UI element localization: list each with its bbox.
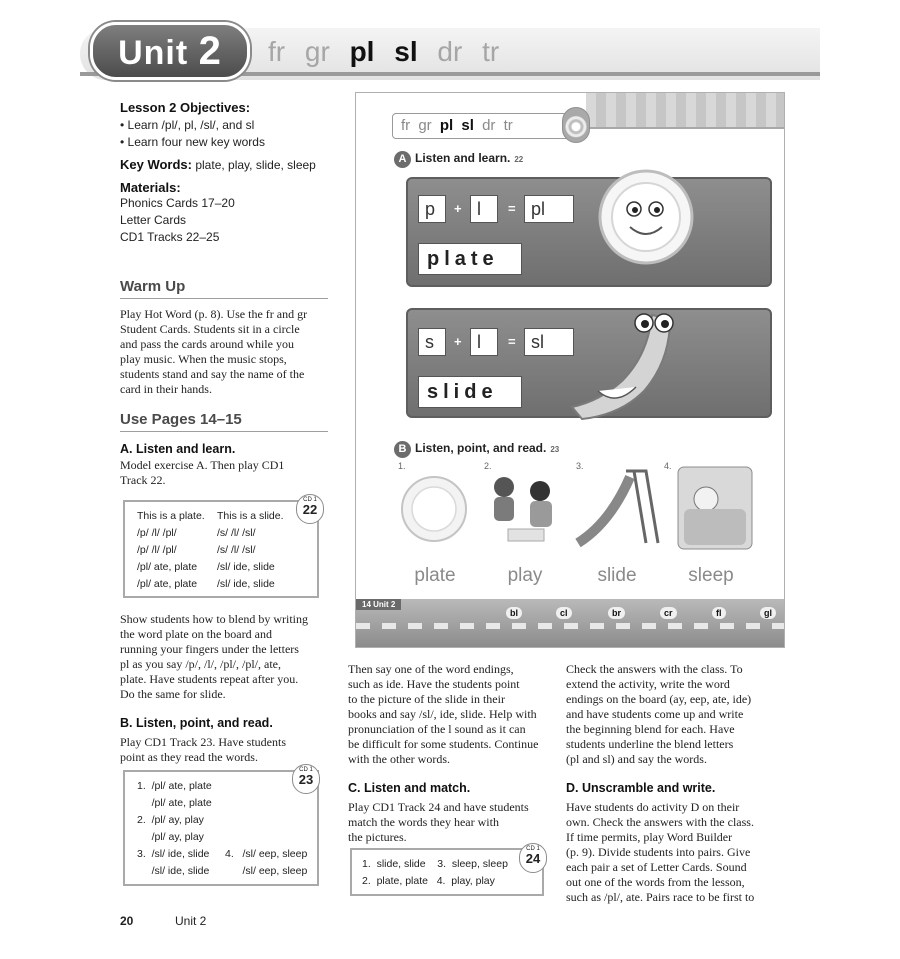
- cd-label: CD 1: [299, 767, 313, 773]
- body-line: (pl and sl) and say the words.: [566, 752, 707, 766]
- instruction-line: Show students how to blend by writing: [120, 612, 308, 626]
- picture-word: slide: [597, 565, 637, 586]
- equals-sign: =: [508, 201, 516, 216]
- picture-number: 2.: [484, 461, 492, 471]
- instruction-line: running your fingers under the letters: [120, 642, 299, 656]
- body-line: If time permits, play Word Builder: [566, 830, 733, 844]
- key-words-line: [120, 156, 328, 174]
- body-line: the beginning blend for each. Have: [566, 722, 735, 736]
- listen-learn-line: Track 22.: [120, 473, 166, 487]
- body-line: be difficult for some students. Continue: [348, 737, 539, 751]
- picture-number: 3.: [576, 461, 584, 471]
- warm-up-line: card in their hands.: [120, 382, 212, 396]
- body-line: and have students come up and write: [566, 707, 744, 721]
- track-line: /sl/ ide, slide: [217, 561, 275, 573]
- footer-unit-label: Unit 2: [175, 914, 207, 928]
- blend-gr: gr: [418, 117, 432, 134]
- body-line: Have students do activity D on their: [566, 800, 740, 814]
- section-title: Listen, point, and read.: [415, 441, 547, 455]
- key-words: plate, play, slide, sleep: [195, 158, 316, 172]
- road-blend: fl: [712, 607, 726, 619]
- body-line: students underline the blend letters: [566, 737, 734, 751]
- blend-sl: sl: [394, 36, 418, 67]
- track-line: 1. /pl/ ate, plate: [137, 780, 212, 792]
- track-line: /pl/ ate, plate: [137, 561, 198, 573]
- body-line: Play CD1 Track 24 and have students: [348, 800, 529, 814]
- track-line: 1. slide, slide 3. sleep, sleep: [362, 858, 508, 870]
- blend-sl: sl: [461, 117, 474, 134]
- track-number: 23: [298, 772, 314, 787]
- road-blend: gl: [760, 607, 776, 619]
- track-line: 2. /pl/ ay, play: [137, 814, 204, 826]
- section-letter: B: [394, 441, 411, 458]
- track-number: 22: [302, 502, 318, 517]
- book-page-tag: 14 Unit 2: [356, 599, 401, 610]
- track-line: 4. /sl/ eep, sleep: [225, 848, 308, 860]
- track-number: 23: [550, 445, 560, 454]
- objective-item: • Learn /pl/, pl, /sl/, and sl: [120, 118, 255, 132]
- children-playing-picture: [480, 469, 570, 549]
- page-number: 20: [120, 914, 134, 928]
- sleeping-boy-picture: [672, 463, 758, 553]
- body-line: Check the answers with the class. To: [566, 662, 743, 676]
- track-line: 2. plate, plate 4. play, play: [362, 875, 495, 887]
- instruction-line: the word plate on the board and: [120, 627, 272, 641]
- warm-up-line: Student Cards. Students sit in a circle: [120, 322, 300, 336]
- road-stripes: [356, 623, 785, 629]
- listen-match-heading: C. Listen and match.: [348, 781, 471, 795]
- cd-label: CD 1: [303, 497, 317, 503]
- track-line: This is a plate.: [137, 510, 205, 522]
- warm-up-line: and pass the cards around while you: [120, 337, 294, 351]
- blend-dr: dr: [482, 117, 496, 134]
- scroll-roll-icon: [562, 107, 590, 143]
- road-blend: cl: [556, 607, 572, 619]
- body-line: the pictures.: [348, 830, 407, 844]
- smiling-slide-icon: [552, 295, 692, 425]
- body-line: with the other words.: [348, 752, 450, 766]
- unit-badge: [90, 22, 250, 80]
- unit-word: Unit: [118, 34, 189, 72]
- warm-up-line: students stand and say the name of the: [120, 367, 305, 381]
- track-line: /p/ /l/ /pl/: [137, 527, 177, 539]
- track-line: /pl/ ate, plate: [137, 797, 212, 809]
- body-line: match the words they hear with: [348, 815, 499, 829]
- track-line: /s/ /l/ /sl/: [217, 527, 256, 539]
- track-number: 22: [514, 155, 524, 164]
- section-letter: A: [394, 151, 411, 168]
- picture-number: 4.: [664, 461, 672, 471]
- blend-pl: pl: [439, 117, 454, 134]
- road-blend: cr: [660, 607, 677, 619]
- key-words-label: Key Words:: [120, 157, 192, 172]
- body-line: out one of the words from the lesson,: [566, 875, 745, 889]
- right-column: [566, 662, 780, 905]
- equals-sign: =: [508, 334, 516, 349]
- unit-number: 2: [198, 29, 222, 73]
- book-blends-banner: [392, 113, 588, 139]
- warm-up-section: [120, 278, 328, 397]
- body-line: such as ide. Have the students point: [348, 677, 520, 691]
- body-line: own. Check the answers with the class.: [566, 815, 754, 829]
- body-line: each pair a set of Letter Cards. Sound: [566, 860, 747, 874]
- picture-word: play: [507, 565, 543, 586]
- body-line: (p. 9). Divide students into pairs. Give: [566, 845, 751, 859]
- instruction-line: plate. Have students repeat after you.: [120, 672, 299, 686]
- track-23-box: [123, 770, 319, 886]
- word-tile-slide: slide: [418, 376, 522, 408]
- listen-point-read-line: point as they read the words.: [120, 750, 258, 764]
- blend-pl: pl: [349, 36, 375, 67]
- blend-gr: gr: [304, 36, 330, 67]
- section-title: Listen and learn.: [415, 151, 511, 165]
- use-pages-heading: Use Pages 14–15: [120, 411, 328, 432]
- slide-picture: [574, 463, 664, 553]
- plate-blend-panel: [406, 177, 772, 287]
- track-line: /p/ /l/ /pl/: [137, 544, 177, 556]
- instruction-line: Do the same for slide.: [120, 687, 226, 701]
- section-b-title: [394, 441, 559, 458]
- blend-fr: fr: [401, 117, 411, 134]
- body-line: pronunciation of the l sound as it can: [348, 722, 526, 736]
- warm-up-heading: Warm Up: [120, 278, 328, 299]
- listen-point-read-line: Play CD1 Track 23. Have students: [120, 735, 286, 749]
- objective-item: • Learn four new key words: [120, 135, 265, 149]
- body-line: books and say /sl/, ide, slide. Help with: [348, 707, 537, 721]
- student-book-page: [355, 92, 785, 648]
- blend-fr: fr: [268, 36, 286, 67]
- blends-header: [268, 36, 511, 68]
- blend-tile: pl: [524, 195, 574, 223]
- middle-column: [348, 662, 554, 845]
- track-line: /sl/ ide, slide: [137, 865, 210, 877]
- cd-track-badge: [519, 843, 547, 873]
- track-line: This is a slide.: [217, 510, 284, 522]
- track-line: /pl/ ay, play: [137, 831, 204, 843]
- blend-instructions: [120, 612, 328, 765]
- picture-number: 1.: [398, 461, 406, 471]
- track-line: /pl/ ate, plate: [137, 578, 198, 590]
- material-item: CD1 Tracks 22–25: [120, 230, 220, 244]
- letter-tile: l: [470, 195, 498, 223]
- objectives-title: Lesson 2 Objectives:: [120, 100, 251, 115]
- section-a-title: [394, 151, 523, 168]
- instruction-line: pl as you say /p/, /l/, /pl/, /pl/, ate,: [120, 657, 281, 671]
- warm-up-line: play music. When the music stops,: [120, 352, 287, 366]
- track-24-box: [350, 848, 544, 896]
- body-line: extend the activity, write the word: [566, 677, 730, 691]
- material-item: Phonics Cards 17–20: [120, 196, 235, 210]
- road-blend: br: [608, 607, 625, 619]
- track-line: 3. /sl/ ide, slide: [137, 848, 210, 860]
- blend-dr: dr: [437, 36, 463, 67]
- body-line: to the picture of the slide in their: [348, 692, 505, 706]
- plus-sign: +: [454, 334, 462, 349]
- track-22-box: [123, 500, 319, 598]
- use-pages-section: [120, 411, 328, 488]
- unscramble-heading: D. Unscramble and write.: [566, 781, 716, 795]
- road-blend: bl: [506, 607, 522, 619]
- curtain-illustration: [586, 93, 785, 129]
- plate-picture: [396, 473, 472, 543]
- body-line: endings on the board (ay, eep, ate, ide): [566, 692, 752, 706]
- listen-learn-line: Model exercise A. Then play CD1: [120, 458, 285, 472]
- letter-tile: l: [470, 328, 498, 356]
- blend-tile: sl: [524, 328, 574, 356]
- track-line: /s/ /l/ /sl/: [217, 544, 256, 556]
- word-tile-plate: plate: [418, 243, 522, 275]
- listen-learn-heading: A. Listen and learn.: [120, 442, 236, 456]
- listen-point-read-heading: B. Listen, point, and read.: [120, 716, 273, 730]
- materials-label: Materials:: [120, 180, 181, 195]
- cd-label: CD 1: [526, 846, 540, 852]
- track-line: /sl/ eep, sleep: [225, 865, 308, 877]
- track-line: /sl/ ide, slide: [217, 578, 275, 590]
- blend-tr: tr: [482, 36, 500, 67]
- letter-tile: s: [418, 328, 446, 356]
- cd-track-badge: [296, 494, 324, 524]
- cd-track-badge: [292, 764, 320, 794]
- picture-word: plate: [414, 565, 456, 586]
- letter-tile: p: [418, 195, 446, 223]
- plus-sign: +: [454, 201, 462, 216]
- material-item: Letter Cards: [120, 213, 187, 227]
- warm-up-line: Play Hot Word (p. 8). Use the fr and gr: [120, 307, 308, 321]
- objectives-block: [120, 100, 328, 246]
- picture-word: sleep: [688, 565, 734, 586]
- smiling-plate-icon: [596, 167, 696, 267]
- track-number: 24: [525, 851, 541, 866]
- body-line: such as /pl/, ate. Pairs race to be first to: [566, 890, 755, 904]
- body-line: Then say one of the word endings,: [348, 662, 514, 676]
- blend-tr: tr: [503, 117, 513, 134]
